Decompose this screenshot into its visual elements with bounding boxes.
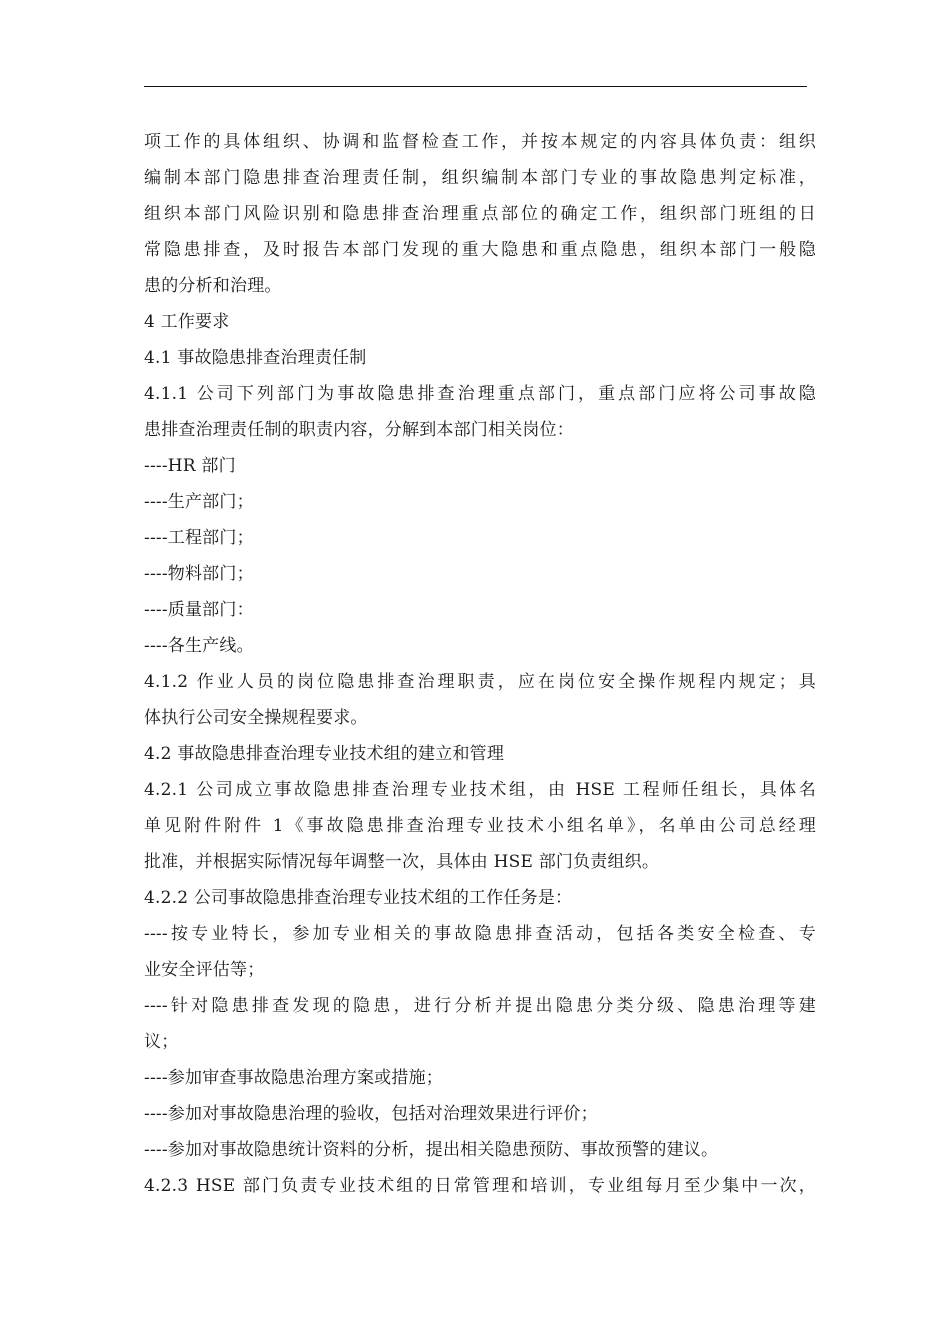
text-line: 4 工作要求 (144, 312, 230, 332)
text-line: ----HR 部门 (144, 456, 236, 476)
text-line: 4.2.3 HSE 部门负责专业技术组的日常管理和培训，专业组每月至少集中一次， (144, 1176, 816, 1196)
header-rule (144, 86, 807, 87)
text-line: 患的分析和治理。 (144, 276, 282, 296)
text-line: ----参加审查事故隐患治理方案或措施； (144, 1068, 443, 1088)
text-line: 4.2.2 公司事故隐患排查治理专业技术组的工作任务是： (144, 888, 573, 908)
text-line: ----生产部门； (144, 492, 254, 512)
text-line: 4.1.2 作业人员的岗位隐患排查治理职责，应在岗位安全操作规程内规定；具 (144, 672, 816, 692)
text-line: ----参加对事故隐患治理的验收，包括对治理效果进行评价； (144, 1104, 598, 1124)
text-line: 4.2 事故隐患排查治理专业技术组的建立和管理 (144, 744, 505, 764)
text-line: 单见附件附件 1《事故隐患排查治理专业技术小组名单》，名单由公司总经理 (144, 816, 816, 836)
text-line: 常隐患排查，及时报告本部门发现的重大隐患和重点隐患，组织本部门一般隐 (144, 240, 816, 260)
text-line: 患排查治理责任制的职责内容，分解到本部门相关岗位： (144, 420, 574, 440)
text-line: ----工程部门； (144, 528, 254, 548)
text-line: 议； (144, 1032, 179, 1052)
text-line: ----物料部门； (144, 564, 254, 584)
text-line: 体执行公司安全操规程要求。 (144, 708, 368, 728)
text-line: ----质量部门： (144, 600, 254, 620)
document-body (144, 124, 816, 1204)
text-line: 业安全评估等； (144, 960, 265, 980)
text-line: 编制本部门隐患排查治理责任制，组织编制本部门专业的事故隐患判定标准， (144, 168, 816, 188)
text-line: ----按专业特长，参加专业相关的事故隐患排查活动，包括各类安全检查、专 (144, 924, 816, 944)
text-line: ----针对隐患排查发现的隐患，进行分析并提出隐患分类分级、隐患治理等建 (144, 996, 816, 1016)
text-line: 4.2.1 公司成立事故隐患排查治理专业技术组，由 HSE 工程师任组长，具体名 (144, 780, 816, 800)
text-line: 批准，并根据实际情况每年调整一次，具体由 HSE 部门负责组织。 (144, 852, 660, 872)
text-line: 组织本部门风险识别和隐患排查治理重点部位的确定工作，组织部门班组的日 (144, 204, 816, 224)
text-line: ----参加对事故隐患统计资料的分析，提出相关隐患预防、事故预警的建议。 (144, 1140, 719, 1160)
text-line: ----各生产线。 (144, 636, 254, 656)
text-line: 项工作的具体组织、协调和监督检查工作，并按本规定的内容具体负责：组织 (144, 132, 816, 152)
text-line: 4.1 事故隐患排查治理责任制 (144, 348, 367, 368)
text-line: 4.1.1 公司下列部门为事故隐患排查治理重点部门，重点部门应将公司事故隐 (144, 384, 816, 404)
